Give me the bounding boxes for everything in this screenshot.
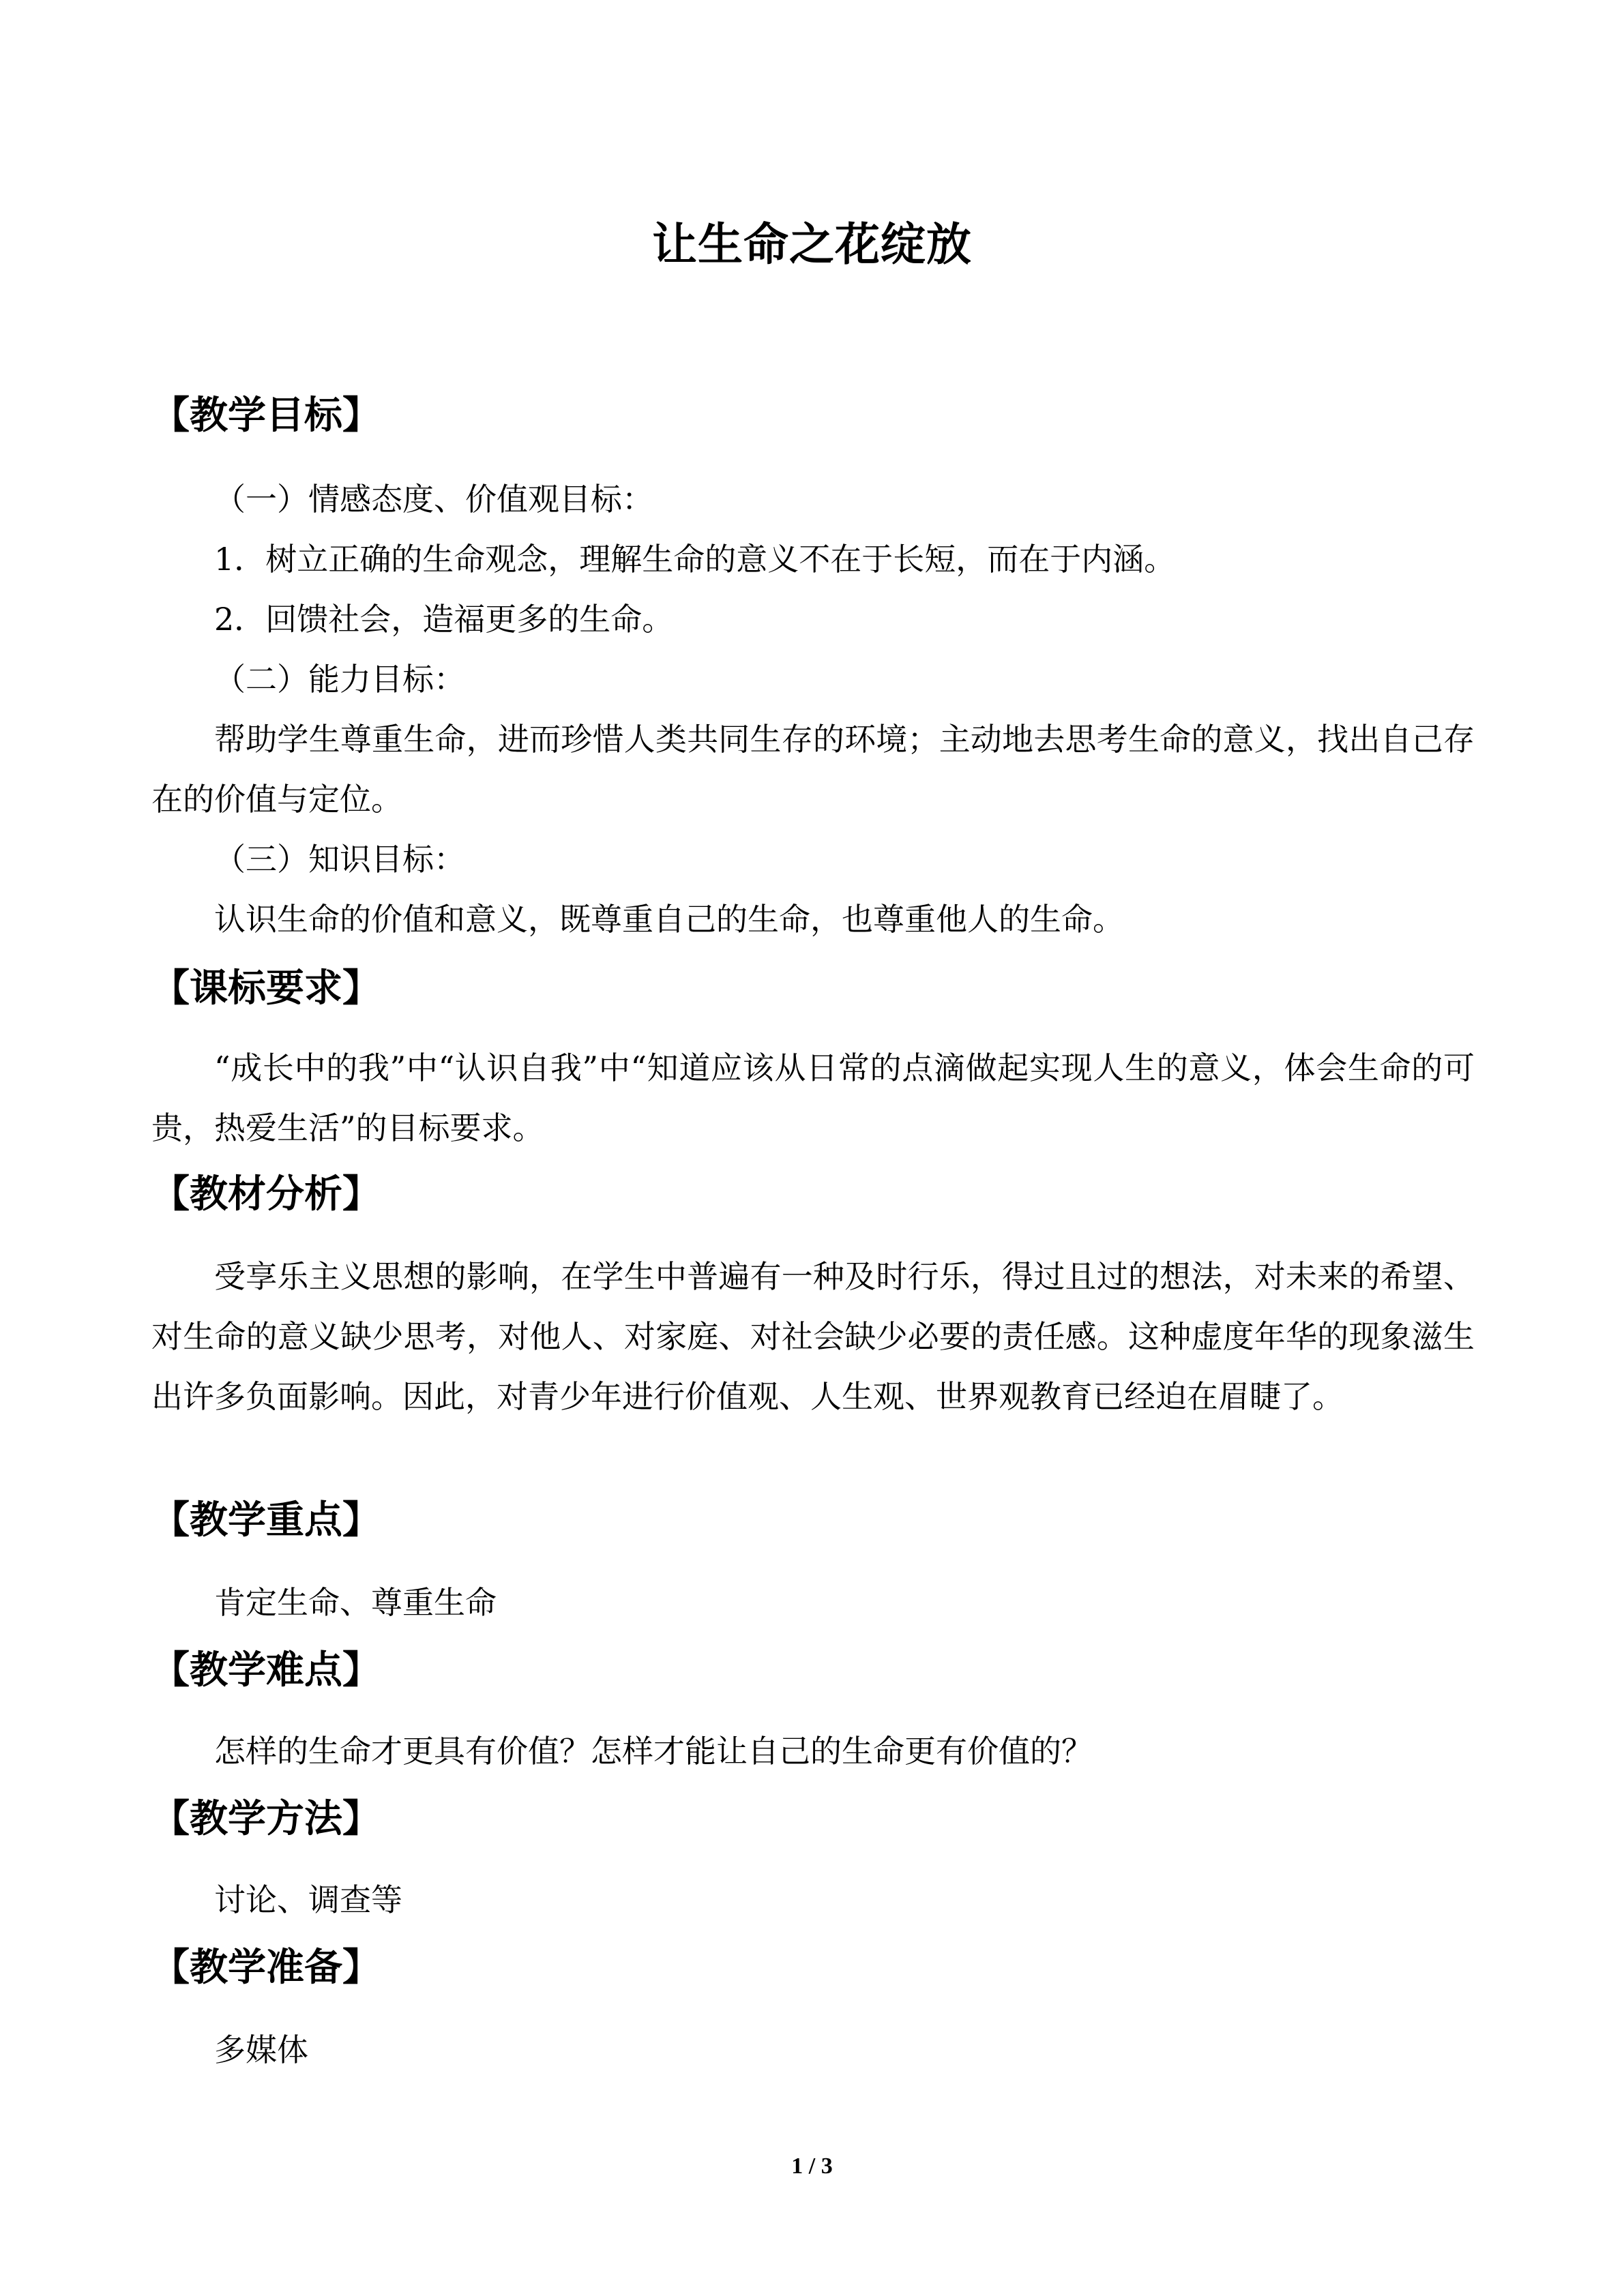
heading-objectives: 【教学目标】 [151,393,381,438]
objective-line-6: （三）知识目标： [214,841,465,878]
analysis-text: 受享乐主义思想的影响，在学生中普遍有一种及时行乐，得过且过的想法，对未来的希望、对生命的意义缺少思考，对他人、对家庭、对社会缺少必要的责任感。这种虚度年华的现象滋生出许多负面影响。因此，对青少年进行价值观、人生观、世界观教育已经迫在眉睫了。 [151,1258,1475,1415]
document-title: 让生命之花绽放 [652,218,972,271]
difficulties-text: 怎样的生命才更具有价值？怎样才能让自己的生命更有价值的？ [214,1733,1093,1770]
heading-preparation: 【教学准备】 [151,1945,381,1990]
preparation-text: 多媒体 [214,2031,308,2068]
heading-analysis: 【教材分析】 [151,1172,381,1217]
page-number: 1 / 3 [791,2153,833,2179]
curriculum-text: “成长中的我”中“认识自我”中“知道应该从日常的点滴做起实现人生的意义，体会生命的可贵，热爱生活”的目标要求。 [151,1049,1475,1146]
objective-line-7: 认识生命的价值和意义，既尊重自己的生命，也尊重他人的生命。 [214,901,1124,938]
methods-text: 讨论、调查等 [214,1881,402,1918]
key-points-text: 肯定生命、尊重生命 [214,1584,497,1621]
heading-difficulties: 【教学难点】 [151,1648,381,1693]
objective-line-3: 2．回馈社会，造福更多的生命。 [214,601,674,638]
objective-line-2: 1．树立正确的生命观念，理解生命的意义不在于长短，而在于内涵。 [214,541,1176,578]
objective-line-1: （一）情感态度、价值观目标： [214,481,653,518]
heading-key-points: 【教学重点】 [151,1498,381,1542]
heading-curriculum: 【课标要求】 [151,966,381,1011]
heading-methods: 【教学方法】 [151,1797,381,1841]
objective-line-4: （二）能力目标： [214,661,465,698]
objective-line-5: 帮助学生尊重生命，进而珍惜人类共同生存的环境；主动地去思考生命的意义，找出自己存在的价值与定位。 [151,721,1475,818]
